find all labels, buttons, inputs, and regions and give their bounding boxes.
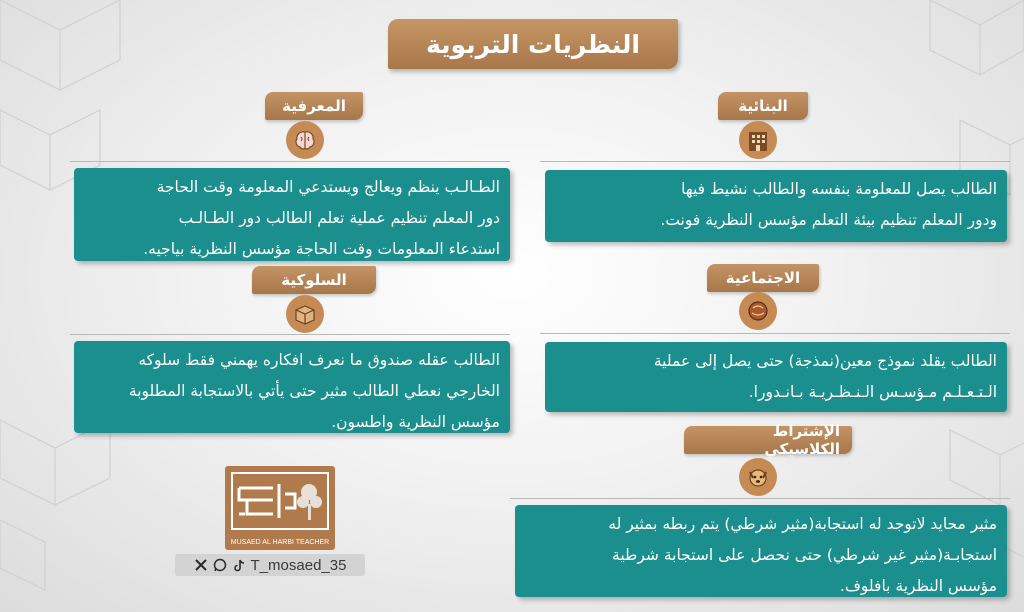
divider-classical [510, 498, 1010, 499]
divider-social [540, 333, 1010, 334]
text-line: الـتـعـلـم مـؤسـس الـنـظـريـة بـانـدورا. [748, 383, 997, 401]
text-line: استجابـة(مثير غير شرطي) حتى نحصل على استجابة شرطية [612, 546, 997, 564]
text-line: مؤسس النظرية بافلوف. [839, 577, 997, 595]
text-line: مثير محايد لاتوجد له استجابة(مثير شرطي) يتم ربطه بمثير له [608, 515, 997, 533]
tag-cognitive: المعرفية [265, 92, 363, 120]
building-icon [739, 121, 777, 159]
box-constructivist [545, 170, 1007, 242]
box-social [545, 342, 1007, 412]
divider-constructivist [540, 161, 1010, 162]
social-bar [175, 554, 365, 576]
tag-classical: الإشتراط الكلاسيكي [684, 426, 852, 454]
text-line: الطـالـب ينظم ويعالج ويستدعي المعلومة وقت الحاجة [156, 178, 500, 196]
divider-cognitive [70, 161, 510, 162]
box-classical [515, 505, 1007, 597]
text-line: الطالب يقلد نموذج معين(نمذجة) حتى يصل إلى عملية [653, 352, 997, 370]
tag-constructivist: البنائية [718, 92, 808, 120]
social-icon [739, 292, 777, 330]
text-line: الطالب يصل للمعلومة بنفسه والطالب نشيط فيها [681, 180, 997, 198]
tag-social: الاجتماعية [707, 264, 819, 292]
tag-behavioral: السلوكية [252, 266, 376, 294]
text-line: ودور المعلم تنظيم بيئة التعلم مؤسس النظرية فونت. [660, 211, 997, 229]
x-icon[interactable] [194, 558, 208, 572]
page-title: النظريات التربوية [388, 19, 678, 69]
dog-icon [739, 458, 777, 496]
box-icon [286, 295, 324, 333]
logo [225, 466, 335, 550]
box-cognitive [74, 168, 510, 261]
text-line: استدعاء المعلومات وقت الحاجة مؤسس النظرية بياجيه. [143, 240, 500, 258]
social-handle[interactable]: T_mosaed_35 [250, 556, 347, 574]
logo-caption: MUSAED AL HARBI TEACHER [230, 539, 330, 546]
brain-icon [286, 121, 324, 159]
whatsapp-icon[interactable] [213, 558, 227, 572]
text-line: دور المعلم تنظيم عملية تعلم الطالب دور الطـالـب [178, 209, 500, 227]
box-behavioral [74, 341, 510, 433]
text-line: الطالب عقله صندوق ما نعرف افكاره يهمني فقط سلوكه [138, 351, 500, 369]
divider-behavioral [70, 334, 510, 335]
tiktok-icon[interactable] [232, 558, 246, 572]
text-line: مؤسس النظرية واطسون. [331, 413, 500, 431]
logo-mark [231, 472, 329, 530]
text-line: الخارجي نعطي الطالب مثير حتى يأتي بالاستجابة المطلوبة [128, 382, 500, 400]
